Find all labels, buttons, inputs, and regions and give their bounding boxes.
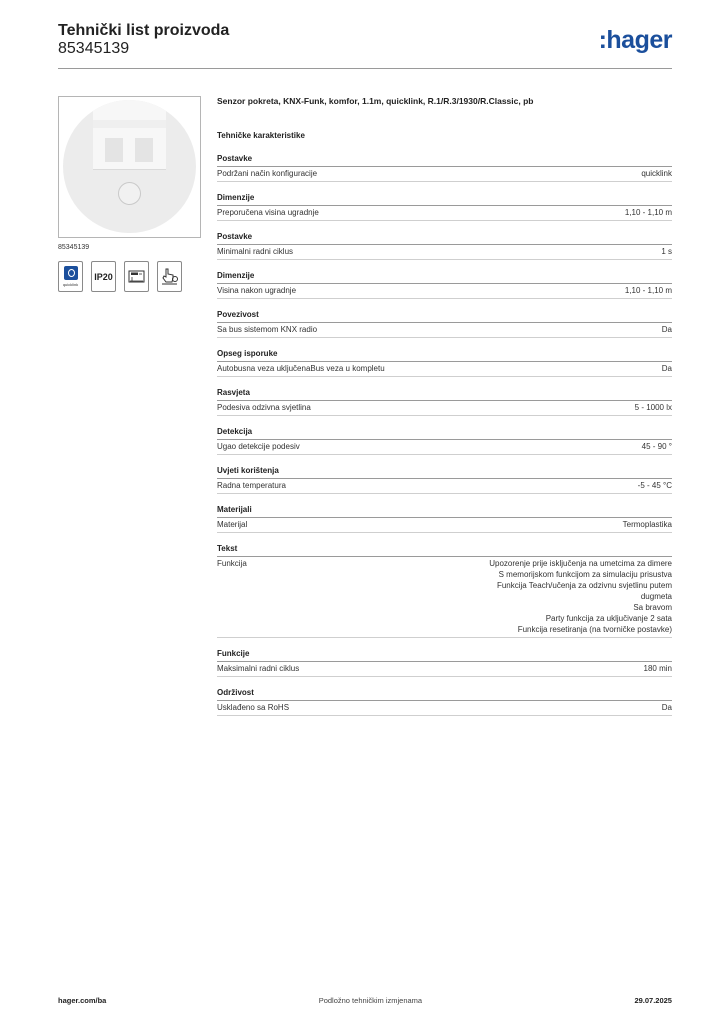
spec-label: Radna temperatura [217,481,286,490]
quicklink-badge [58,261,83,292]
spec-section-text [217,543,672,638]
spec-section-title: Postavke [217,231,672,245]
spec-row [217,518,672,533]
tech-characteristics-heading: Tehničke karakteristike [217,131,305,140]
spec-section [217,687,672,716]
spec-section-title: Materijali [217,504,672,518]
spec-section-title: Dimenzije [217,192,672,206]
spec-row [217,362,672,377]
spec-section [217,309,672,338]
spec-label: Podesiva odzivna svjetlina [217,403,311,412]
spec-section [217,426,672,455]
function-line: dugmeta [640,592,672,601]
spec-section [217,387,672,416]
spec-section-title: Postavke [217,153,672,167]
logo-colon: : [598,26,607,54]
sensor-lens [93,100,166,170]
hager-logo [599,26,672,55]
function-line: Funkcija Teach/učenja za odzivnu svjetlinu putem [496,581,672,590]
spec-label: Funkcija [217,559,247,568]
left-column [58,96,201,292]
specification-column [217,96,672,726]
product-id: 85345139 [58,244,90,251]
spec-section-title: Opseg isporuke [217,348,672,362]
spec-row [217,323,672,338]
sensor-disc [63,100,196,233]
mounting-height-icon [128,268,145,285]
ip-rating-label: IP20 [94,271,113,282]
product-name: Senzor pokreta, KNX-Funk, komfor, 1.1m, quicklink, R.1/R.3/1930/R.Classic, pb [217,96,534,106]
spec-section-title: Uvjeti korištenja [217,465,672,479]
footer-website: hager.com/ba [58,996,107,1005]
spec-value: Termoplastika [622,520,672,529]
spec-section-title: Funkcije [217,648,672,662]
document-title: Tehnički list proizvoda [58,22,230,39]
spec-value: 45 - 90 ° [641,442,672,451]
spec-label: Sa bus sistemom KNX radio [217,325,318,334]
spec-row [217,479,672,494]
function-line: Sa bravom [633,603,672,612]
spec-section [217,153,672,182]
spec-label: Maksimalni radni ciklus [217,664,300,673]
spec-section [217,192,672,221]
sensor-knob [118,182,141,205]
spec-row [217,662,672,677]
spec-section [217,348,672,377]
spec-value: Da [661,703,672,712]
footer-notice: Podložno tehničkim izmjenama [318,996,423,1005]
quicklink-icon [64,266,78,280]
function-list [489,558,672,635]
spec-value: 180 min [643,664,672,673]
logo-word: hager [606,26,672,54]
spec-row [217,206,672,221]
spec-label: Podržani način konfiguracije [217,169,318,178]
spec-section-title: Detekcija [217,426,672,440]
spec-label: Materijal [217,520,248,529]
configuration-badge [157,261,182,292]
function-line: Upozorenje prije isključenja na umetcima za dimere [489,559,672,568]
spec-row [217,167,672,182]
feature-badges [58,261,201,292]
ip-rating-badge [91,261,116,292]
function-line: S memorijskom funkcijom za simulaciju prisustva [498,570,672,579]
spec-value: 1,10 - 1,10 m [624,286,672,295]
spec-section [217,465,672,494]
document-header [58,22,672,69]
spec-row [217,401,672,416]
mounting-height-badge [124,261,149,292]
spec-value: quicklink [641,169,672,178]
spec-section [217,270,672,299]
spec-row [217,557,672,638]
spec-section-title: Povezivost [217,309,672,323]
function-line: Party funkcija za uključivanje 2 sata [545,614,672,623]
footer-date: 29.07.2025 [634,996,672,1005]
spec-section [217,504,672,533]
quicklink-label: quicklink [62,282,79,287]
page-footer [58,996,672,1005]
document-number: 85345139 [58,40,130,57]
spec-value: 1 s [661,247,672,256]
spec-label: Minimalni radni ciklus [217,247,294,256]
spec-label: Usklađeno sa RoHS [217,703,290,712]
spec-section-title: Dimenzije [217,270,672,284]
configuration-hand-icon [160,267,179,286]
spec-section-title: Rasvjeta [217,387,672,401]
spec-value: Da [661,364,672,373]
spec-label: Preporučena visina ugradnje [217,208,319,217]
spec-row [217,245,672,260]
spec-row [217,440,672,455]
spec-section-title: Tekst [217,543,672,557]
spec-row [217,701,672,716]
spec-label: Autobusna veza uključenaBus veza u kompletu [217,364,385,373]
spec-value: Da [661,325,672,334]
spec-row [217,284,672,299]
spec-label: Ugao detekcije podesiv [217,442,300,451]
spec-section [217,648,672,677]
function-line: Funkcija resetiranja (na tvorničke postavke) [517,625,672,634]
spec-label: Visina nakon ugradnje [217,286,297,295]
spec-value: -5 - 45 °C [637,481,672,490]
product-image [58,96,201,238]
spec-section-title: Održivost [217,687,672,701]
spec-section [217,231,672,260]
spec-value: 5 - 1000 lx [634,403,672,412]
spec-value: 1,10 - 1,10 m [624,208,672,217]
